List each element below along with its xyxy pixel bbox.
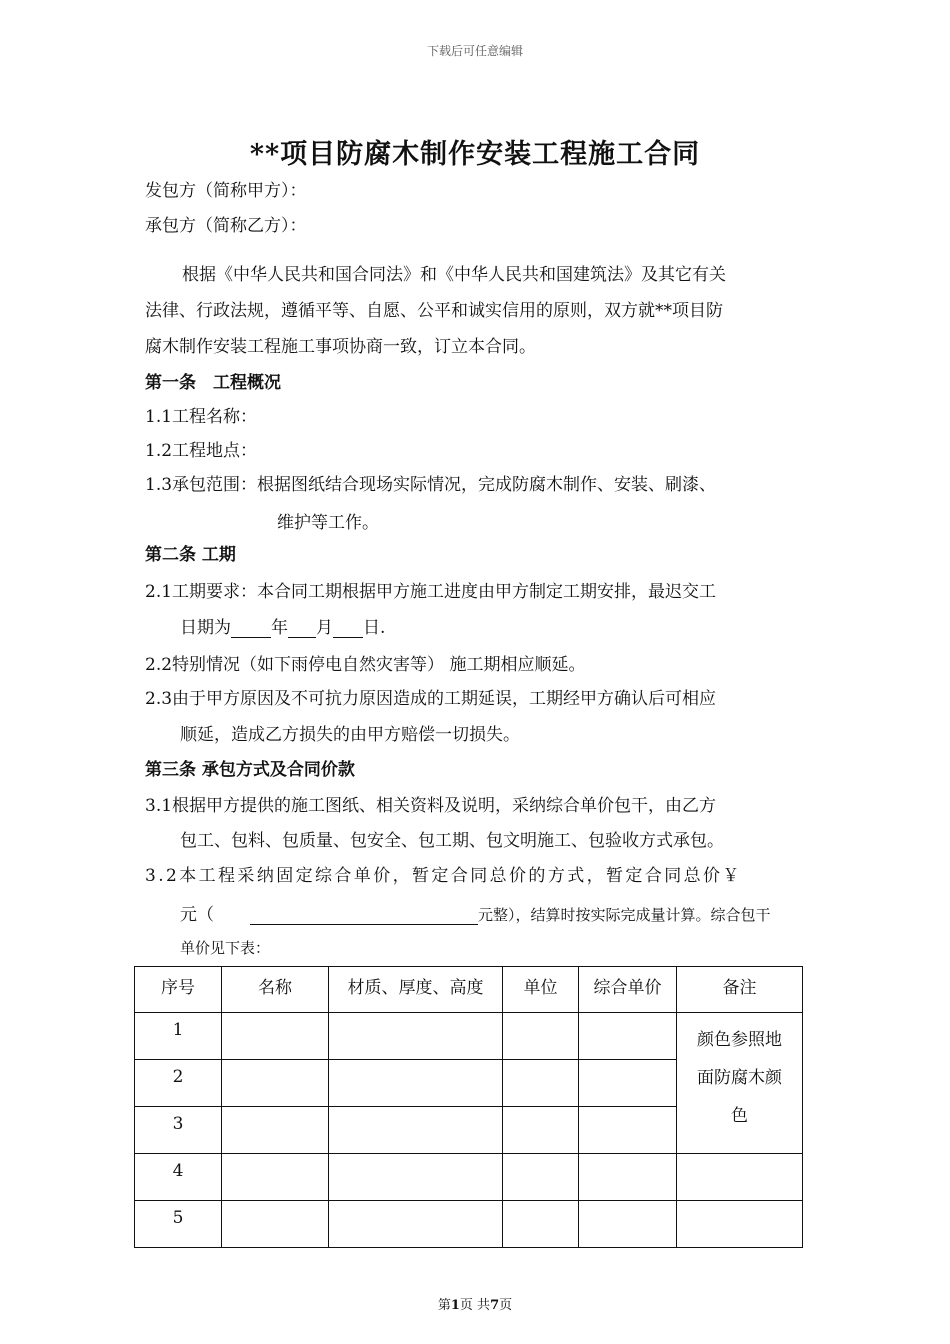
- year-label: 年: [271, 618, 288, 638]
- material-cell[interactable]: [329, 1060, 503, 1107]
- clause-2-3-line-1: 2.3由于甲方原因及不可抗力原因造成的工期延误，工期经甲方确认后可相应: [145, 689, 717, 709]
- clause-1-3-line-1: 1.3承包范围：根据图纸结合现场实际情况，完成防腐木制作、安装、刷漆、: [145, 475, 717, 495]
- col-header-remark: 备注: [677, 967, 803, 1013]
- remark-cell[interactable]: [677, 1201, 803, 1248]
- article-3-heading: 第三条 承包方式及合同价款: [145, 760, 355, 780]
- unit-price-cell[interactable]: [579, 1201, 677, 1248]
- clause-3-1-line-2: 包工、包料、包质量、包安全、包工期、包文明施工、包验收方式承包。: [180, 831, 724, 851]
- unit-cell[interactable]: [503, 1154, 579, 1201]
- unit-price-table: [134, 966, 803, 1248]
- article-1-heading: 第一条 工程概况: [145, 373, 281, 393]
- clause-1-2: 1.2工程地点：: [145, 441, 258, 461]
- col-header-material: 材质、厚度、高度: [329, 967, 503, 1013]
- table-row: [135, 1201, 803, 1248]
- material-cell[interactable]: [329, 1013, 503, 1060]
- contract-title: **项目防腐木制作安装工程施工合同: [249, 139, 701, 170]
- party-a-line: 发包方（简称甲方）：: [145, 181, 307, 201]
- remark-cell[interactable]: [677, 1154, 803, 1201]
- day-blank[interactable]: [333, 621, 363, 638]
- page-footer: [0, 1294, 950, 1313]
- col-header-unit-price: 综合单价: [579, 967, 677, 1013]
- name-cell[interactable]: [222, 1107, 329, 1154]
- page-header: 下载后可任意编辑: [426, 44, 523, 58]
- current-page-number: 1: [450, 1298, 460, 1313]
- footer-middle: 页 共: [459, 1298, 491, 1313]
- intro-line-2: 法律、行政法规，遵循平等、自愿、公平和诚实信用的原则，双方就**项目防: [145, 301, 723, 321]
- day-label: 日.: [363, 618, 386, 638]
- remark-cell: [677, 1013, 803, 1154]
- clause-1-1: 1.1工程名称：: [145, 407, 258, 427]
- unit-price-cell[interactable]: [579, 1060, 677, 1107]
- row-number: 5: [135, 1201, 222, 1248]
- row-number: 1: [135, 1013, 222, 1060]
- remark-line-1: 颜色参照地: [697, 1030, 782, 1050]
- party-b-line: 承包方（简称乙方）：: [145, 216, 307, 236]
- remark-line-2: 面防腐木颜: [697, 1068, 782, 1088]
- year-blank[interactable]: [231, 621, 271, 638]
- footer-suffix: 页: [499, 1298, 513, 1313]
- table-header-row: [135, 967, 803, 1013]
- article-2-heading: 第二条 工期: [145, 545, 236, 565]
- footer-prefix: 第: [437, 1298, 451, 1313]
- unit-cell[interactable]: [503, 1013, 579, 1060]
- unit-price-cell[interactable]: [579, 1154, 677, 1201]
- clause-3-2-line-3: 单价见下表：: [180, 939, 271, 957]
- clause-3-2-line-2: [180, 900, 771, 925]
- material-cell[interactable]: [329, 1107, 503, 1154]
- contract-total-blank[interactable]: [250, 908, 478, 925]
- total-page-number: 7: [490, 1298, 500, 1313]
- clause-2-2: 2.2特别情况（如下雨停电自然灾害等） 施工期相应顺延。: [145, 655, 586, 675]
- col-header-unit: 单位: [503, 967, 579, 1013]
- unit-cell[interactable]: [503, 1107, 579, 1154]
- row-number: 4: [135, 1154, 222, 1201]
- yuan-open-label: 元（: [180, 905, 214, 925]
- name-cell[interactable]: [222, 1060, 329, 1107]
- name-cell[interactable]: [222, 1201, 329, 1248]
- row-number: 2: [135, 1060, 222, 1107]
- yuan-close-label: 元整），结算时按实际完成量计算。综合包干: [478, 906, 771, 924]
- month-label: 月: [316, 618, 333, 638]
- name-cell[interactable]: [222, 1154, 329, 1201]
- clause-2-1-line-1: 2.1工期要求：本合同工期根据甲方施工进度由甲方制定工期安排，最迟交工: [145, 582, 717, 602]
- clause-2-3-line-2: 顺延，造成乙方损失的由甲方赔偿一切损失。: [180, 725, 520, 745]
- clause-1-3-line-2: 维护等工作。: [277, 513, 379, 533]
- row-number: 3: [135, 1107, 222, 1154]
- unit-cell[interactable]: [503, 1060, 579, 1107]
- intro-line-1: 根据《中华人民共和国合同法》和《中华人民共和国建筑法》及其它有关: [182, 265, 726, 285]
- remark-line-3: 色: [731, 1106, 748, 1126]
- table-row: [135, 1154, 803, 1201]
- month-blank[interactable]: [288, 621, 316, 638]
- unit-price-cell[interactable]: [579, 1013, 677, 1060]
- clause-2-1-line-2: [180, 613, 385, 638]
- unit-price-cell[interactable]: [579, 1107, 677, 1154]
- col-header-name: 名称: [222, 967, 329, 1013]
- unit-cell[interactable]: [503, 1201, 579, 1248]
- intro-line-3: 腐木制作安装工程施工事项协商一致，订立本合同。: [145, 337, 536, 357]
- clause-3-2-line-1: 3.2本工程采纳固定综合单价，暂定合同总价的方式，暂定合同总价￥: [145, 866, 742, 886]
- completion-date-label: 日期为: [180, 618, 231, 638]
- clause-3-1-line-1: 3.1根据甲方提供的施工图纸、相关资料及说明，采纳综合单价包干，由乙方: [145, 796, 717, 816]
- material-cell[interactable]: [329, 1154, 503, 1201]
- material-cell[interactable]: [329, 1201, 503, 1248]
- table-row: [135, 1013, 803, 1060]
- name-cell[interactable]: [222, 1013, 329, 1060]
- col-header-no: 序号: [135, 967, 222, 1013]
